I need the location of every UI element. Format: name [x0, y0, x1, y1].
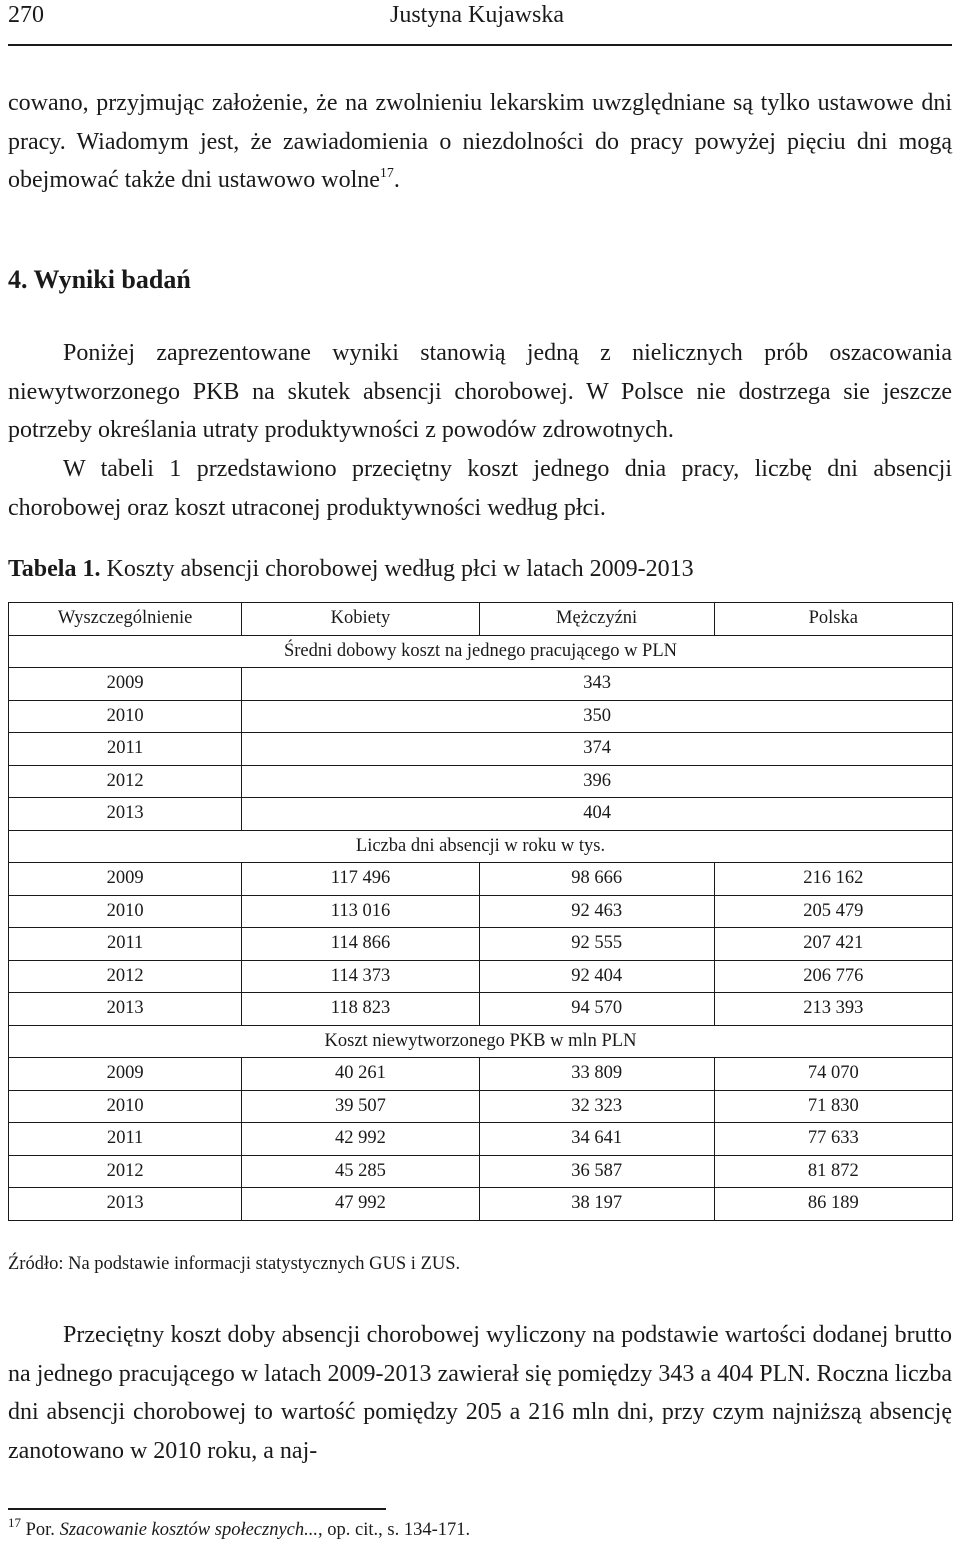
- table-row: [9, 1123, 953, 1156]
- total-cell: 205 479: [714, 895, 953, 928]
- year-cell: 2011: [9, 1123, 242, 1156]
- footnote-prefix: Por.: [21, 1520, 60, 1540]
- men-cell: 92 463: [479, 895, 714, 928]
- total-cell: 71 830: [714, 1090, 953, 1123]
- table-row: [9, 668, 953, 701]
- total-cell: 86 189: [714, 1188, 953, 1221]
- men-cell: 92 404: [479, 960, 714, 993]
- year-cell: 2009: [9, 1058, 242, 1091]
- section-title: Koszt niewytworzonego PKB w mln PLN: [9, 1025, 953, 1058]
- table-row: [9, 1188, 953, 1221]
- absence-cost-table: [8, 602, 953, 1221]
- page-header: [8, 0, 952, 46]
- men-cell: 33 809: [479, 1058, 714, 1091]
- value-cell: 350: [242, 700, 953, 733]
- table-row: [9, 1155, 953, 1188]
- column-header: Polska: [714, 603, 953, 636]
- table-row: [9, 1090, 953, 1123]
- paragraph-end: .: [393, 167, 400, 193]
- women-cell: 39 507: [242, 1090, 480, 1123]
- footnote-number: 17: [8, 1515, 21, 1530]
- table-row: [9, 863, 953, 896]
- men-cell: 94 570: [479, 993, 714, 1026]
- women-cell: 113 016: [242, 895, 480, 928]
- value-cell: 396: [242, 765, 953, 798]
- table-caption: [8, 556, 694, 583]
- year-cell: 2013: [9, 798, 242, 831]
- column-header: Kobiety: [242, 603, 480, 636]
- table-section-row: [9, 830, 953, 863]
- total-cell: 206 776: [714, 960, 953, 993]
- value-cell: 343: [242, 668, 953, 701]
- women-cell: 114 866: [242, 928, 480, 961]
- table-row: [9, 993, 953, 1026]
- women-cell: 47 992: [242, 1188, 480, 1221]
- footnote: [8, 1515, 471, 1541]
- men-cell: 34 641: [479, 1123, 714, 1156]
- table-source-note: Źródło: Na podstawie informacji statystycznych GUS i ZUS.: [8, 1254, 461, 1274]
- table-row: [9, 700, 953, 733]
- men-cell: 38 197: [479, 1188, 714, 1221]
- section-title: Średni dobowy koszt na jednego pracującego w PLN: [9, 635, 953, 668]
- total-cell: 81 872: [714, 1155, 953, 1188]
- table-row: [9, 928, 953, 961]
- footnote-divider: [8, 1508, 386, 1510]
- footnote-cited-title: Szacowanie kosztów społecznych...: [59, 1520, 319, 1540]
- body-paragraph-3: W tabeli 1 przedstawiono przeciętny koszt jednego dnia pracy, liczbę dni absencji chorobowej oraz koszt utraconej produktywności według płci.: [8, 456, 952, 521]
- men-cell: 32 323: [479, 1090, 714, 1123]
- table-section-row: [9, 635, 953, 668]
- table-row: [9, 733, 953, 766]
- women-cell: 114 373: [242, 960, 480, 993]
- men-cell: 92 555: [479, 928, 714, 961]
- footnote-suffix: , op. cit., s. 134-171.: [318, 1520, 471, 1540]
- value-cell: 404: [242, 798, 953, 831]
- table-caption-label: Tabela 1.: [8, 556, 101, 582]
- total-cell: 74 070: [714, 1058, 953, 1091]
- women-cell: 118 823: [242, 993, 480, 1026]
- women-cell: 117 496: [242, 863, 480, 896]
- year-cell: 2009: [9, 668, 242, 701]
- total-cell: 77 633: [714, 1123, 953, 1156]
- paragraph-text: cowano, przyjmując założenie, że na zwolnieniu lekarskim uwzględniane są tylko ustawowe dni pracy. Wiadomym jest, że zawiadomienia o niezdolności do pracy powyżej pięciu dni mogą obejmować także dni ustawowo wolne: [8, 90, 952, 193]
- table-row: [9, 798, 953, 831]
- year-cell: 2011: [9, 928, 242, 961]
- year-cell: 2013: [9, 1188, 242, 1221]
- year-cell: 2010: [9, 1090, 242, 1123]
- year-cell: 2009: [9, 863, 242, 896]
- section-title: Liczba dni absencji w roku w tys.: [9, 830, 953, 863]
- page-number: 270: [8, 2, 44, 28]
- table-header-row: [9, 603, 953, 636]
- year-cell: 2010: [9, 700, 242, 733]
- year-cell: 2012: [9, 1155, 242, 1188]
- footnote-reference[interactable]: 17: [379, 166, 394, 181]
- table-row: [9, 960, 953, 993]
- body-paragraph-4: Przeciętny koszt doby absencji chorobowej wyliczony na podstawie wartości dodanej brutto na jednego pracującego w latach 2009-2013 zawierał się pomiędzy 343 a 404 PLN. Roczna liczba dni absencji chorobowej to wartość pomiędzy 205 a 216 mln dni, przy czym najniższą absencję zanotowano w 2010 roku, a naj-: [8, 1322, 952, 1464]
- body-paragraph-1: [8, 84, 952, 200]
- year-cell: 2010: [9, 895, 242, 928]
- table-row: [9, 1058, 953, 1091]
- table-row: [9, 765, 953, 798]
- women-cell: 45 285: [242, 1155, 480, 1188]
- section-heading: 4. Wyniki badań: [8, 265, 191, 294]
- men-cell: 36 587: [479, 1155, 714, 1188]
- table-caption-text: Koszty absencji chorobowej według płci w latach 2009-2013: [100, 556, 694, 582]
- table-section-row: [9, 1025, 953, 1058]
- table-row: [9, 895, 953, 928]
- year-cell: 2013: [9, 993, 242, 1026]
- body-paragraph-2: Poniżej zaprezentowane wyniki stanowią jedną z nielicznych prób oszacowania niewytworzonego PKB na skutek absencji chorobowej. W Polsce nie dostrzega sie jeszcze potrzeby określania utraty produktywności z powodów zdrowotnych.: [8, 340, 952, 443]
- men-cell: 98 666: [479, 863, 714, 896]
- column-header: Wyszczególnienie: [9, 603, 242, 636]
- total-cell: 216 162: [714, 863, 953, 896]
- year-cell: 2012: [9, 960, 242, 993]
- total-cell: 207 421: [714, 928, 953, 961]
- year-cell: 2011: [9, 733, 242, 766]
- women-cell: 40 261: [242, 1058, 480, 1091]
- women-cell: 42 992: [242, 1123, 480, 1156]
- running-head-author: Justyna Kujawska: [390, 2, 564, 28]
- year-cell: 2012: [9, 765, 242, 798]
- column-header: Mężczyźni: [479, 603, 714, 636]
- total-cell: 213 393: [714, 993, 953, 1026]
- value-cell: 374: [242, 733, 953, 766]
